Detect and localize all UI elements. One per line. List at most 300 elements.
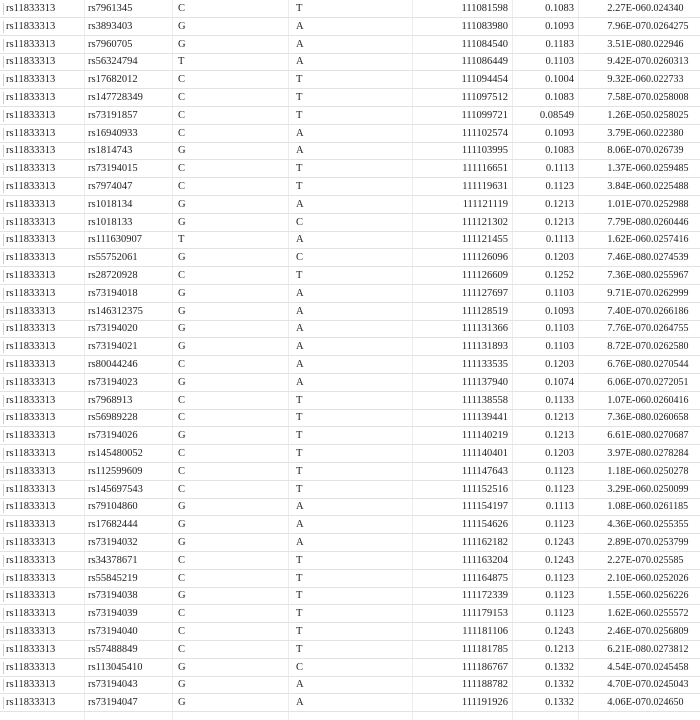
maf-cell: 0.1133 bbox=[545, 394, 574, 406]
alt-allele-cell: A bbox=[296, 519, 304, 531]
table-row bbox=[0, 481, 700, 499]
alt-allele-cell: T bbox=[296, 554, 303, 566]
position-cell: 111140219 bbox=[461, 430, 508, 442]
maf-cell: 0.1252 bbox=[545, 270, 574, 281]
q-value-cell: 0.0260313 bbox=[646, 56, 689, 68]
table-row bbox=[0, 374, 700, 392]
ref-allele-cell: G bbox=[178, 145, 186, 157]
maf-cell: 0.1123 bbox=[545, 590, 574, 602]
lead-snp-cell: rs11833313 bbox=[6, 554, 56, 566]
lead-snp-cell: rs11833313 bbox=[6, 537, 56, 548]
table-row bbox=[0, 409, 700, 427]
snp-id-cell: rs73194038 bbox=[88, 590, 138, 602]
position-cell: 111099721 bbox=[461, 109, 508, 121]
alt-allele-cell: A bbox=[296, 198, 304, 210]
maf-cell: 0.1093 bbox=[545, 127, 574, 139]
snp-id-cell: rs73194043 bbox=[88, 679, 138, 691]
position-cell: 111127697 bbox=[461, 287, 508, 299]
snp-id-cell: rs56989228 bbox=[88, 412, 138, 424]
maf-cell: 0.1123 bbox=[545, 181, 574, 192]
ref-allele-cell: C bbox=[178, 92, 186, 103]
alt-allele-cell: T bbox=[296, 394, 303, 406]
lead-snp-cell: rs11833313 bbox=[6, 430, 56, 442]
table-row bbox=[0, 356, 700, 374]
ref-allele-cell: C bbox=[178, 554, 186, 566]
q-value-cell: 0.0278284 bbox=[646, 448, 689, 459]
p-value-cell: 3.51E-08 bbox=[607, 38, 646, 50]
table-row bbox=[0, 516, 700, 534]
maf-cell: 0.1213 bbox=[545, 412, 574, 424]
alt-allele-cell: A bbox=[296, 376, 304, 388]
table-row bbox=[0, 605, 700, 623]
maf-cell: 0.1004 bbox=[545, 74, 574, 86]
maf-cell: 0.1213 bbox=[545, 198, 574, 210]
table-row bbox=[0, 392, 700, 410]
maf-cell: 0.1093 bbox=[545, 305, 574, 317]
maf-cell: 0.1083 bbox=[545, 3, 574, 14]
p-value-cell: 7.36E-08 bbox=[607, 270, 646, 281]
q-value-cell: 0.0260416 bbox=[646, 394, 689, 406]
table-row bbox=[0, 445, 700, 463]
alt-allele-cell: A bbox=[296, 323, 304, 335]
q-value-cell: 0.0264755 bbox=[646, 323, 689, 335]
ref-allele-cell: G bbox=[178, 216, 186, 228]
q-value-cell: 0.0270544 bbox=[646, 359, 689, 370]
alt-allele-cell: T bbox=[296, 590, 303, 602]
ref-allele-cell: C bbox=[178, 572, 186, 584]
ref-allele-cell: G bbox=[178, 519, 186, 531]
ref-allele-cell: G bbox=[178, 697, 186, 709]
ref-allele-cell: C bbox=[178, 270, 186, 281]
position-cell: 111121119 bbox=[462, 198, 508, 210]
alt-allele-cell: A bbox=[296, 359, 304, 370]
alt-allele-cell: A bbox=[296, 501, 304, 513]
maf-cell: 0.1203 bbox=[545, 359, 574, 370]
table-row bbox=[0, 0, 700, 18]
table-row bbox=[0, 53, 700, 71]
maf-cell: 0.1243 bbox=[545, 626, 574, 637]
table-row bbox=[0, 178, 700, 196]
lead-snp-cell: rs11833313 bbox=[6, 572, 56, 584]
maf-cell: 0.1113 bbox=[545, 501, 574, 513]
position-cell: 111131893 bbox=[461, 341, 508, 353]
p-value-cell: 8.72E-07 bbox=[607, 341, 646, 353]
q-value-cell: 0.0264275 bbox=[646, 20, 689, 32]
position-cell: 111083980 bbox=[461, 20, 508, 32]
snp-id-cell: rs1018134 bbox=[88, 198, 133, 210]
q-value-cell: 0.024340 bbox=[646, 3, 684, 14]
ref-allele-cell: G bbox=[178, 341, 186, 353]
position-cell: 111097512 bbox=[461, 92, 508, 103]
position-cell: 111147643 bbox=[461, 465, 508, 477]
ref-allele-cell: G bbox=[178, 38, 186, 50]
q-value-cell: 0.0272051 bbox=[646, 376, 689, 388]
ref-allele-cell: G bbox=[178, 198, 186, 210]
maf-cell: 0.1093 bbox=[545, 20, 574, 32]
maf-cell: 0.08549 bbox=[539, 109, 574, 121]
table-row bbox=[0, 570, 700, 588]
p-value-cell: 2.27E-06 bbox=[607, 3, 646, 14]
ref-allele-cell: G bbox=[178, 323, 186, 335]
alt-allele-cell: T bbox=[296, 3, 303, 14]
q-value-cell: 0.026739 bbox=[646, 145, 684, 157]
alt-allele-cell: T bbox=[296, 163, 303, 175]
ref-allele-cell: C bbox=[178, 359, 186, 370]
table-row bbox=[0, 196, 700, 214]
q-value-cell: 0.0245043 bbox=[646, 679, 689, 691]
snp-id-cell: rs73194023 bbox=[88, 376, 138, 388]
table-row bbox=[0, 320, 700, 338]
snp-id-cell: rs73194032 bbox=[88, 537, 138, 548]
snp-id-cell: rs1018133 bbox=[88, 216, 133, 228]
lead-snp-cell: rs11833313 bbox=[6, 323, 56, 335]
maf-cell: 0.1103 bbox=[545, 287, 574, 299]
lead-snp-cell: rs11833313 bbox=[6, 270, 56, 281]
q-value-cell: 0.0261185 bbox=[646, 501, 689, 513]
alt-allele-cell: C bbox=[296, 252, 304, 264]
alt-allele-cell: T bbox=[296, 483, 303, 495]
q-value-cell: 0.0273812 bbox=[646, 643, 689, 655]
position-cell: 111119631 bbox=[462, 181, 508, 192]
snp-id-cell: rs145480052 bbox=[88, 448, 143, 459]
ref-allele-cell: G bbox=[178, 287, 186, 299]
lead-snp-cell: rs11833313 bbox=[6, 252, 56, 264]
lead-snp-cell: rs11833313 bbox=[6, 626, 56, 637]
ref-allele-cell: C bbox=[178, 626, 186, 637]
alt-allele-cell: T bbox=[296, 181, 303, 192]
q-value-cell: 0.0255967 bbox=[646, 270, 689, 281]
p-value-cell: 2.46E-07 bbox=[607, 626, 646, 637]
position-cell: 111179153 bbox=[461, 608, 508, 620]
alt-allele-cell: A bbox=[296, 305, 304, 317]
snp-id-cell: rs73194026 bbox=[88, 430, 138, 442]
p-value-cell: 9.42E-07 bbox=[607, 56, 646, 68]
p-value-cell: 1.26E-05 bbox=[607, 109, 646, 121]
lead-snp-cell: rs11833313 bbox=[6, 74, 56, 86]
q-value-cell: 0.0262580 bbox=[646, 341, 689, 353]
lead-snp-cell: rs11833313 bbox=[6, 3, 56, 14]
p-value-cell: 6.76E-08 bbox=[607, 359, 646, 370]
alt-allele-cell: T bbox=[296, 412, 303, 424]
ref-allele-cell: T bbox=[178, 56, 185, 68]
alt-allele-cell: A bbox=[296, 38, 304, 50]
ref-allele-cell: G bbox=[178, 305, 186, 317]
snp-id-cell: rs28720928 bbox=[88, 270, 138, 281]
alt-allele-cell: A bbox=[296, 679, 304, 691]
maf-cell: 0.1083 bbox=[545, 145, 574, 157]
lead-snp-cell: rs11833313 bbox=[6, 109, 56, 121]
alt-allele-cell: C bbox=[296, 216, 304, 228]
snp-id-cell: rs73194047 bbox=[88, 697, 138, 709]
table-row bbox=[0, 214, 700, 232]
table-row bbox=[0, 694, 700, 712]
q-value-cell: 0.0255572 bbox=[646, 608, 689, 620]
ref-allele-cell: G bbox=[178, 679, 186, 691]
q-value-cell: 0.0258025 bbox=[646, 109, 689, 121]
p-value-cell: 2.10E-06 bbox=[607, 572, 646, 584]
position-cell: 111126096 bbox=[461, 252, 508, 264]
table-row bbox=[0, 231, 700, 249]
maf-cell: 0.1123 bbox=[545, 519, 574, 531]
position-cell: 111116651 bbox=[462, 163, 508, 175]
position-cell: 111181785 bbox=[461, 643, 508, 655]
snp-id-cell: rs112599609 bbox=[88, 465, 143, 477]
maf-cell: 0.1074 bbox=[545, 376, 574, 388]
maf-cell: 0.1123 bbox=[545, 483, 574, 495]
maf-cell: 0.1103 bbox=[545, 323, 574, 335]
table-row bbox=[0, 107, 700, 125]
position-cell: 111137940 bbox=[461, 376, 508, 388]
table-row bbox=[0, 641, 700, 659]
p-value-cell: 1.01E-07 bbox=[607, 198, 646, 210]
ref-allele-cell: C bbox=[178, 109, 186, 121]
maf-cell: 0.1213 bbox=[545, 216, 574, 228]
ref-allele-cell: C bbox=[178, 483, 186, 495]
ref-allele-cell: T bbox=[178, 234, 185, 246]
ref-allele-cell: C bbox=[178, 465, 186, 477]
lead-snp-cell: rs11833313 bbox=[6, 501, 56, 513]
p-value-cell: 2.89E-07 bbox=[607, 537, 646, 548]
maf-cell: 0.1083 bbox=[545, 92, 574, 103]
alt-allele-cell: A bbox=[296, 341, 304, 353]
snp-id-cell: rs16940933 bbox=[88, 127, 138, 139]
p-value-cell: 1.37E-06 bbox=[607, 163, 646, 175]
snp-id-cell: rs73194018 bbox=[88, 287, 138, 299]
p-value-cell: 1.08E-06 bbox=[607, 501, 646, 513]
q-value-cell: 0.0259485 bbox=[646, 163, 689, 175]
p-value-cell: 3.79E-06 bbox=[607, 127, 646, 139]
p-value-cell: 6.61E-08 bbox=[607, 430, 646, 442]
table-row bbox=[0, 587, 700, 605]
p-value-cell: 7.79E-08 bbox=[607, 216, 646, 228]
lead-snp-cell: rs11833313 bbox=[6, 216, 56, 228]
snp-id-cell: rs57488849 bbox=[88, 643, 138, 655]
ref-allele-cell: C bbox=[178, 643, 186, 655]
alt-allele-cell: T bbox=[296, 608, 303, 620]
position-cell: 111121455 bbox=[461, 234, 508, 246]
position-cell: 111164875 bbox=[461, 572, 508, 584]
table-row bbox=[0, 125, 700, 143]
snp-id-cell: rs73194015 bbox=[88, 163, 138, 175]
lead-snp-cell: rs11833313 bbox=[6, 394, 56, 406]
ref-allele-cell: G bbox=[178, 661, 186, 673]
alt-allele-cell: T bbox=[296, 109, 303, 121]
q-value-cell: 0.0274539 bbox=[646, 252, 689, 264]
alt-allele-cell: A bbox=[296, 234, 304, 246]
alt-allele-cell: T bbox=[296, 572, 303, 584]
table-row bbox=[0, 18, 700, 36]
p-value-cell: 7.40E-07 bbox=[607, 305, 646, 317]
lead-snp-cell: rs11833313 bbox=[6, 448, 56, 459]
table-row bbox=[0, 89, 700, 107]
q-value-cell: 0.022380 bbox=[646, 127, 684, 139]
alt-allele-cell: C bbox=[296, 661, 304, 673]
ref-allele-cell: C bbox=[178, 181, 186, 192]
snp-id-cell: rs147728349 bbox=[88, 92, 143, 103]
position-cell: 111186767 bbox=[461, 661, 508, 673]
alt-allele-cell: A bbox=[296, 127, 304, 139]
q-value-cell: 0.0250278 bbox=[646, 465, 689, 477]
alt-allele-cell: A bbox=[296, 697, 304, 709]
lead-snp-cell: rs11833313 bbox=[6, 198, 56, 210]
q-value-cell: 0.0255355 bbox=[646, 519, 689, 531]
ref-allele-cell: C bbox=[178, 394, 186, 406]
snp-id-cell: rs7968913 bbox=[88, 394, 133, 406]
p-value-cell: 6.21E-08 bbox=[607, 643, 646, 655]
p-value-cell: 4.70E-07 bbox=[607, 679, 646, 691]
alt-allele-cell: T bbox=[296, 92, 303, 103]
p-value-cell: 9.32E-06 bbox=[607, 74, 646, 86]
snp-id-cell: rs73194021 bbox=[88, 341, 138, 353]
maf-cell: 0.1213 bbox=[545, 430, 574, 442]
ref-allele-cell: C bbox=[178, 127, 186, 139]
maf-cell: 0.1203 bbox=[545, 448, 574, 459]
q-value-cell: 0.0260446 bbox=[646, 216, 689, 228]
maf-cell: 0.1243 bbox=[545, 537, 574, 548]
snp-id-cell: rs7974047 bbox=[88, 181, 133, 192]
ref-allele-cell: G bbox=[178, 501, 186, 513]
position-cell: 111121302 bbox=[461, 216, 508, 228]
p-value-cell: 1.07E-06 bbox=[607, 394, 646, 406]
ref-allele-cell: C bbox=[178, 74, 186, 86]
position-cell: 111133535 bbox=[461, 359, 508, 370]
position-cell: 111138558 bbox=[461, 394, 508, 406]
table-row bbox=[0, 303, 700, 321]
table-row bbox=[0, 285, 700, 303]
table-row bbox=[0, 267, 700, 285]
snp-id-cell: rs79104860 bbox=[88, 501, 138, 513]
snp-id-cell: rs55752061 bbox=[88, 252, 138, 264]
position-cell: 111181106 bbox=[462, 626, 508, 637]
position-cell: 111126609 bbox=[461, 270, 508, 281]
lead-snp-cell: rs11833313 bbox=[6, 697, 56, 709]
ref-allele-cell: G bbox=[178, 20, 186, 32]
q-value-cell: 0.0262999 bbox=[646, 287, 689, 299]
position-cell: 111081598 bbox=[461, 3, 508, 14]
alt-allele-cell: T bbox=[296, 270, 303, 281]
p-value-cell: 1.62E-06 bbox=[607, 234, 646, 246]
table-row bbox=[0, 160, 700, 178]
q-value-cell: 0.024650 bbox=[646, 697, 684, 709]
maf-cell: 0.1113 bbox=[545, 234, 574, 246]
lead-snp-cell: rs11833313 bbox=[6, 359, 56, 370]
q-value-cell: 0.0245458 bbox=[646, 661, 689, 673]
maf-cell: 0.1123 bbox=[545, 572, 574, 584]
snp-id-cell: rs56324794 bbox=[88, 56, 138, 68]
alt-allele-cell: A bbox=[296, 20, 304, 32]
lead-snp-cell: rs11833313 bbox=[6, 341, 56, 353]
p-value-cell: 9.71E-07 bbox=[607, 287, 646, 299]
p-value-cell: 1.55E-06 bbox=[607, 590, 646, 602]
position-cell: 111139441 bbox=[461, 412, 508, 424]
snp-id-cell: rs73194039 bbox=[88, 608, 138, 620]
ref-allele-cell: C bbox=[178, 163, 186, 175]
snp-id-cell: rs111630907 bbox=[88, 234, 143, 246]
q-value-cell: 0.0252988 bbox=[646, 198, 689, 210]
alt-allele-cell: A bbox=[296, 145, 304, 157]
q-value-cell: 0.0257416 bbox=[646, 234, 689, 246]
snp-id-cell: rs73194040 bbox=[88, 626, 138, 637]
lead-snp-cell: rs11833313 bbox=[6, 38, 56, 50]
lead-snp-cell: rs11833313 bbox=[6, 92, 56, 103]
lead-snp-cell: rs11833313 bbox=[6, 56, 56, 68]
position-cell: 111102574 bbox=[461, 127, 508, 139]
ref-allele-cell: G bbox=[178, 537, 186, 548]
table-row bbox=[0, 552, 700, 570]
p-value-cell: 7.36E-08 bbox=[607, 412, 646, 424]
lead-snp-cell: rs11833313 bbox=[6, 412, 56, 424]
p-value-cell: 1.18E-06 bbox=[607, 465, 646, 477]
p-value-cell: 6.06E-07 bbox=[607, 376, 646, 388]
ref-allele-cell: C bbox=[178, 448, 186, 459]
snp-id-cell: rs73191857 bbox=[88, 109, 138, 121]
alt-allele-cell: A bbox=[296, 537, 304, 548]
alt-allele-cell: T bbox=[296, 74, 303, 86]
snp-id-cell: rs55845219 bbox=[88, 572, 138, 584]
position-cell: 111094454 bbox=[461, 74, 508, 86]
snp-id-cell: rs7961345 bbox=[88, 3, 133, 14]
table-row bbox=[0, 623, 700, 641]
snp-id-cell: rs7960705 bbox=[88, 38, 133, 50]
position-cell: 111152516 bbox=[461, 483, 508, 495]
position-cell: 111188782 bbox=[461, 679, 508, 691]
position-cell: 111154197 bbox=[461, 501, 508, 513]
p-value-cell: 3.97E-08 bbox=[607, 448, 646, 459]
lead-snp-cell: rs11833313 bbox=[6, 376, 56, 388]
table-row bbox=[0, 71, 700, 89]
lead-snp-cell: rs11833313 bbox=[6, 661, 56, 673]
position-cell: 111162182 bbox=[461, 537, 508, 548]
lead-snp-cell: rs11833313 bbox=[6, 287, 56, 299]
ref-allele-cell: G bbox=[178, 430, 186, 442]
lead-snp-cell: rs11833313 bbox=[6, 181, 56, 192]
maf-cell: 0.1332 bbox=[545, 697, 574, 709]
position-cell: 111086449 bbox=[461, 56, 508, 68]
lead-snp-cell: rs11833313 bbox=[6, 643, 56, 655]
p-value-cell: 4.54E-07 bbox=[607, 661, 646, 673]
lead-snp-cell: rs11833313 bbox=[6, 608, 56, 620]
snp-id-cell: rs3893403 bbox=[88, 20, 133, 32]
maf-cell: 0.1183 bbox=[545, 38, 574, 50]
alt-allele-cell: A bbox=[296, 287, 304, 299]
maf-cell: 0.1103 bbox=[545, 341, 574, 353]
p-value-cell: 3.84E-06 bbox=[607, 181, 646, 192]
snp-id-cell: rs1814743 bbox=[88, 145, 133, 157]
ref-allele-cell: C bbox=[178, 608, 186, 620]
alt-allele-cell: T bbox=[296, 465, 303, 477]
p-value-cell: 8.06E-07 bbox=[607, 145, 646, 157]
table-row bbox=[0, 659, 700, 677]
p-value-cell: 3.29E-06 bbox=[607, 483, 646, 495]
ref-allele-cell: G bbox=[178, 252, 186, 264]
lead-snp-cell: rs11833313 bbox=[6, 590, 56, 602]
q-value-cell: 0.0270687 bbox=[646, 430, 689, 442]
lead-snp-cell: rs11833313 bbox=[6, 127, 56, 139]
lead-snp-cell: rs11833313 bbox=[6, 519, 56, 531]
table-row bbox=[0, 463, 700, 481]
p-value-cell: 7.76E-07 bbox=[607, 323, 646, 335]
position-cell: 111172339 bbox=[461, 590, 508, 602]
maf-cell: 0.1243 bbox=[545, 554, 574, 566]
table-row bbox=[0, 427, 700, 445]
table-row bbox=[0, 534, 700, 552]
lead-snp-cell: rs11833313 bbox=[6, 483, 56, 495]
maf-cell: 0.1203 bbox=[545, 252, 574, 264]
snp-id-cell: rs34378671 bbox=[88, 554, 138, 566]
p-value-cell: 7.46E-08 bbox=[607, 252, 646, 264]
lead-snp-cell: rs11833313 bbox=[6, 145, 56, 157]
ref-allele-cell: C bbox=[178, 412, 186, 424]
